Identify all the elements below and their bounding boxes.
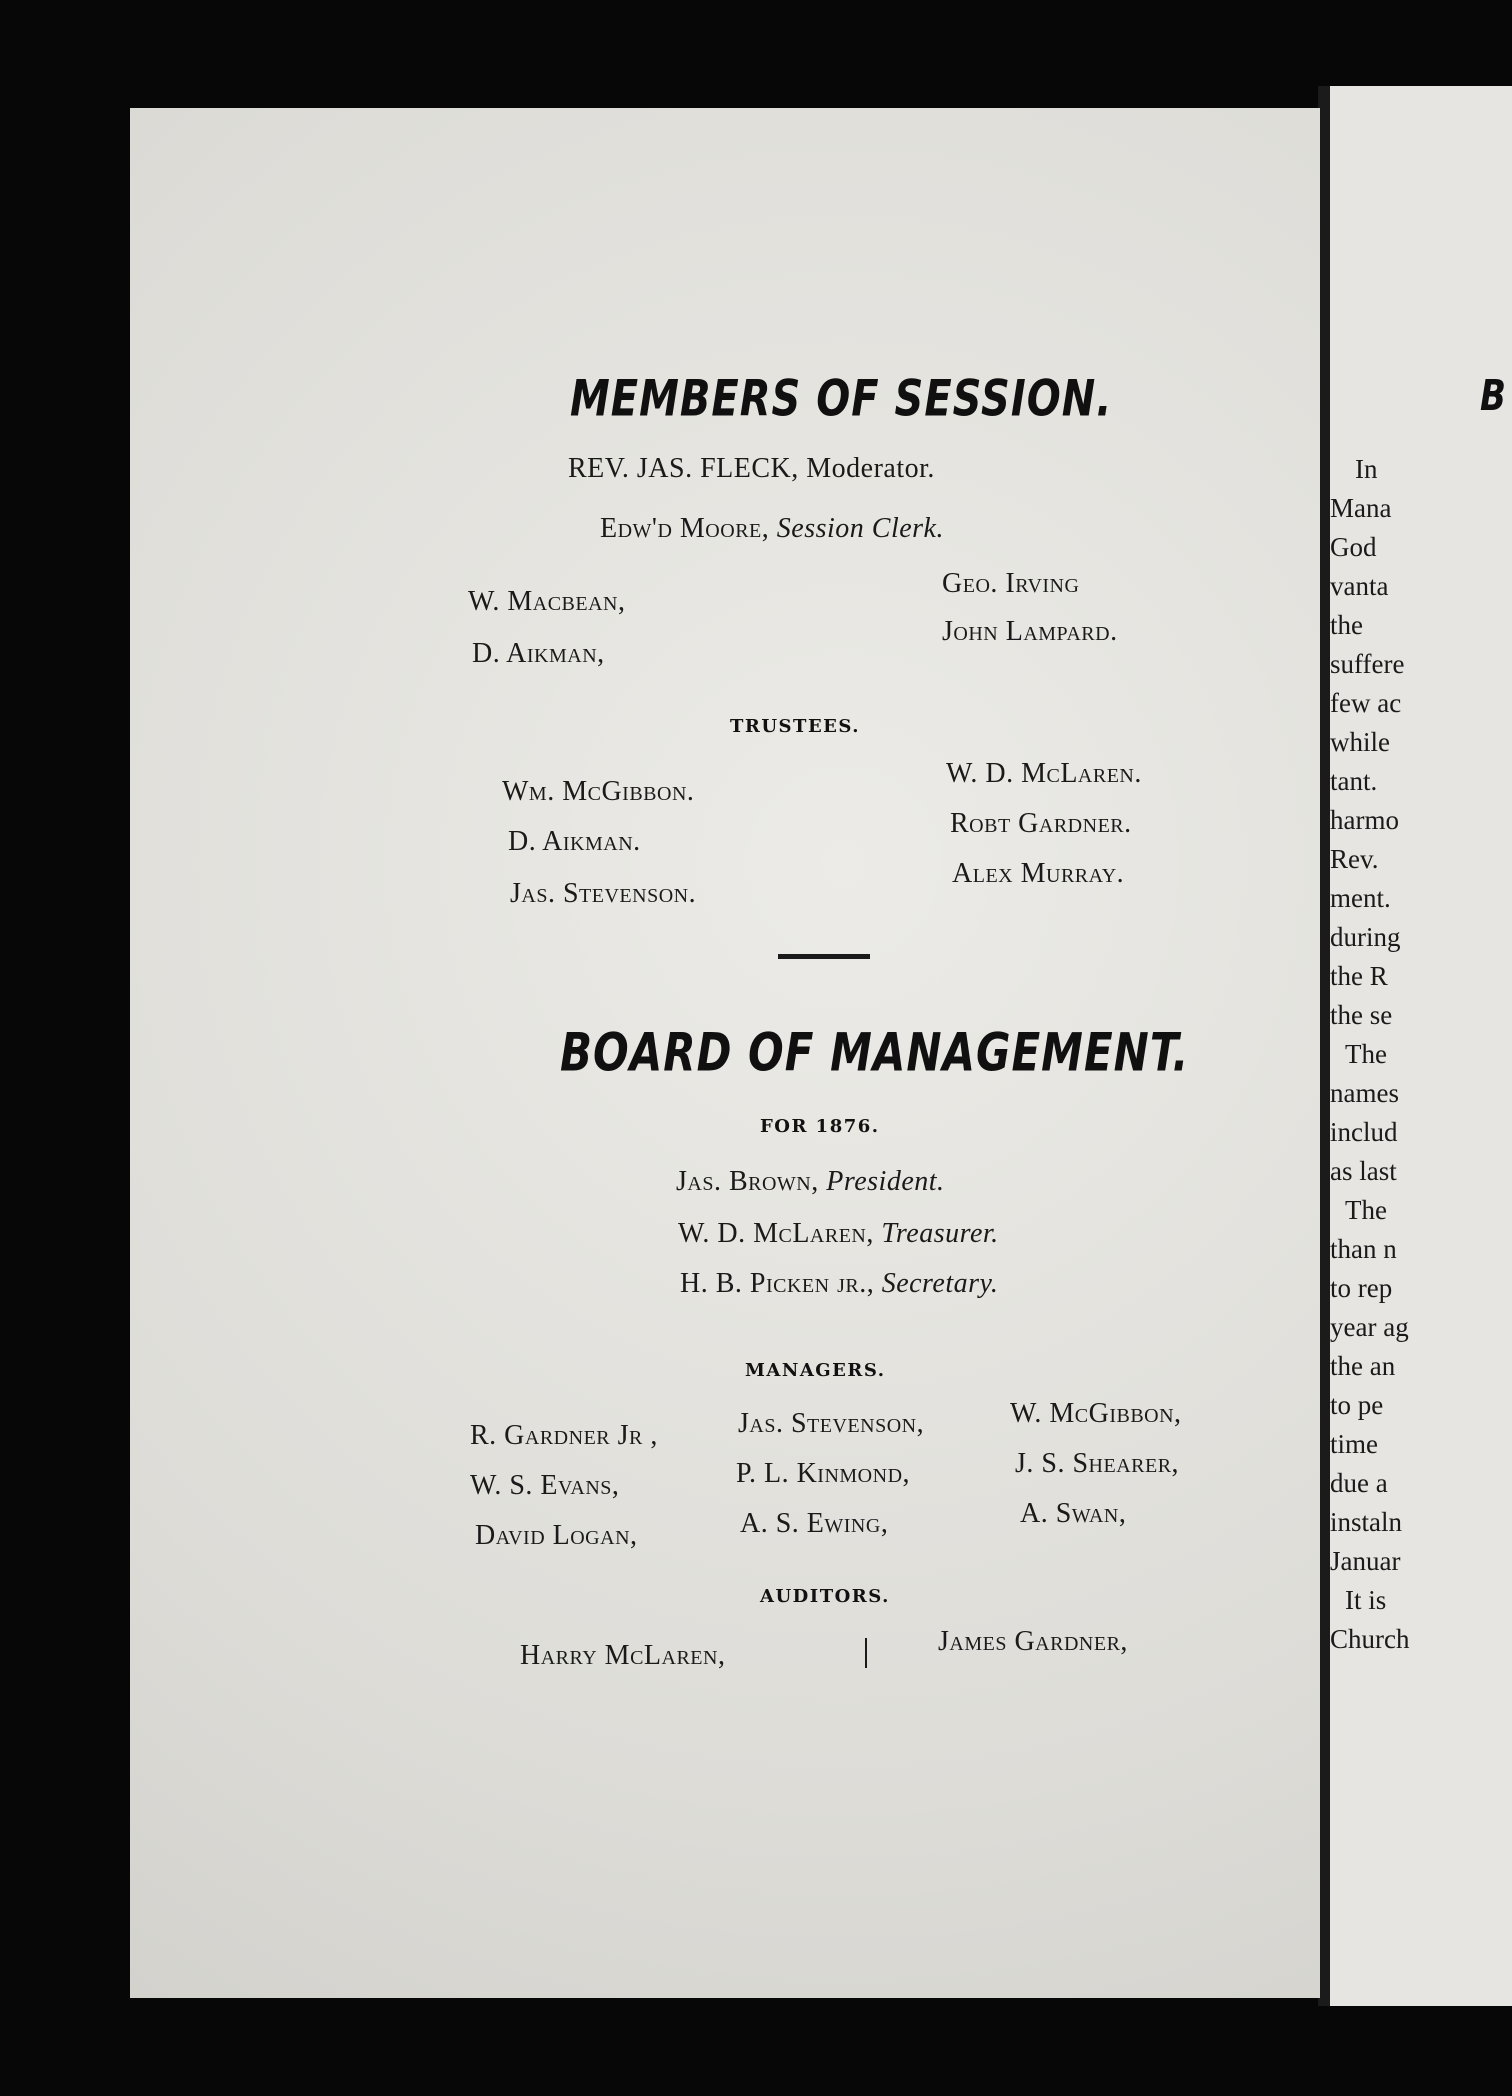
trustee: Robt Gardner. xyxy=(950,808,1132,839)
officer-role: Treasurer. xyxy=(881,1218,999,1249)
session-clerk-role: Session Clerk. xyxy=(776,513,944,544)
board-year: FOR 1876. xyxy=(760,1116,880,1137)
document-page xyxy=(130,108,1320,1998)
adjacent-page-line: The xyxy=(1345,1195,1387,1225)
adjacent-page-line: Januar xyxy=(1330,1546,1401,1576)
board-officer xyxy=(678,1218,999,1250)
adjacent-page-line: tant. xyxy=(1330,766,1378,796)
auditors-title: AUDITORS. xyxy=(760,1586,890,1607)
adjacent-page xyxy=(1330,86,1512,2006)
session-member: W. Macbean, xyxy=(468,586,626,617)
adjacent-page-line: instaln xyxy=(1330,1507,1402,1537)
adjacent-page-line: the an xyxy=(1330,1351,1396,1381)
adjacent-page-line: during xyxy=(1330,922,1401,952)
adjacent-page-line: God xyxy=(1330,532,1377,562)
adjacent-page-heading: B xyxy=(1480,371,1507,421)
board-officer xyxy=(676,1166,945,1198)
auditor: Harry McLaren, xyxy=(520,1640,726,1671)
trustees-title: TRUSTEES. xyxy=(730,716,861,737)
adjacent-page-line: time xyxy=(1330,1429,1378,1459)
trustee: Jas. Stevenson. xyxy=(510,878,697,909)
adjacent-page-line: than n xyxy=(1330,1234,1397,1264)
session-member: John Lampard. xyxy=(942,616,1118,647)
adjacent-page-line: suffere xyxy=(1330,649,1405,679)
adjacent-page-line: to rep xyxy=(1330,1273,1393,1303)
manager: David Logan, xyxy=(475,1520,638,1551)
session-member: D. Aikman, xyxy=(472,638,605,669)
adjacent-page-line: Mana xyxy=(1330,493,1392,523)
adjacent-page-line: Church xyxy=(1330,1624,1410,1654)
adjacent-page-line: few ac xyxy=(1330,688,1402,718)
officer-name: Jas. Brown, xyxy=(676,1166,819,1197)
manager: P. L. Kinmond, xyxy=(736,1458,911,1489)
manager: W. S. Evans, xyxy=(470,1470,620,1501)
adjacent-page-line: the se xyxy=(1330,1000,1393,1030)
manager: W. McGibbon, xyxy=(1010,1398,1182,1429)
manager: Jas. Stevenson, xyxy=(738,1408,925,1439)
officer-role: President. xyxy=(826,1166,945,1197)
adjacent-page-line: In xyxy=(1355,454,1378,484)
adjacent-page-line: the xyxy=(1330,610,1363,640)
adjacent-page-line: harmo xyxy=(1330,805,1399,835)
adjacent-page-line: as last xyxy=(1330,1156,1397,1186)
section-divider xyxy=(778,954,870,959)
board-of-management-title: BOARD OF MANAGEMENT. xyxy=(560,1021,1190,1084)
adjacent-page-line: includ xyxy=(1330,1117,1398,1147)
managers-title: MANAGERS. xyxy=(745,1360,886,1381)
moderator-line: REV. JAS. FLECK, Moderator. xyxy=(568,453,935,484)
officer-name: H. B. Picken jr., xyxy=(680,1268,875,1299)
adjacent-page-line: the R xyxy=(1330,961,1388,991)
session-clerk-name: Edw'd Moore, xyxy=(600,513,770,544)
adjacent-page-line: while xyxy=(1330,727,1390,757)
manager: J. S. Shearer, xyxy=(1015,1448,1180,1479)
adjacent-page-line: The xyxy=(1345,1039,1387,1069)
adjacent-page-line: names xyxy=(1330,1078,1399,1108)
manager: A. Swan, xyxy=(1020,1498,1127,1529)
session-clerk-line xyxy=(600,513,944,545)
adjacent-page-line: due a xyxy=(1330,1468,1388,1498)
adjacent-page-line: ment. xyxy=(1330,883,1391,913)
trustee: W. D. McLaren. xyxy=(946,758,1142,789)
adjacent-page-line: vanta xyxy=(1330,571,1389,601)
adjacent-page-line: It is xyxy=(1345,1585,1387,1615)
trustee: D. Aikman. xyxy=(508,826,641,857)
manager: R. Gardner Jr , xyxy=(470,1420,658,1451)
adjacent-page-line: to pe xyxy=(1330,1390,1384,1420)
adjacent-page-line: Rev. xyxy=(1330,844,1379,874)
officer-name: W. D. McLaren, xyxy=(678,1218,874,1249)
board-officer xyxy=(680,1268,998,1300)
adjacent-page-line: year ag xyxy=(1330,1312,1409,1342)
auditor: James Gardner, xyxy=(938,1626,1128,1657)
manager: A. S. Ewing, xyxy=(740,1508,889,1539)
session-member: Geo. Irving xyxy=(942,568,1080,599)
members-of-session-title: MEMBERS OF SESSION. xyxy=(570,370,1113,428)
trustee: Wm. McGibbon. xyxy=(502,776,695,807)
officer-role: Secretary. xyxy=(881,1268,999,1299)
auditor-separator xyxy=(865,1638,867,1668)
trustee: Alex Murray. xyxy=(952,858,1125,889)
